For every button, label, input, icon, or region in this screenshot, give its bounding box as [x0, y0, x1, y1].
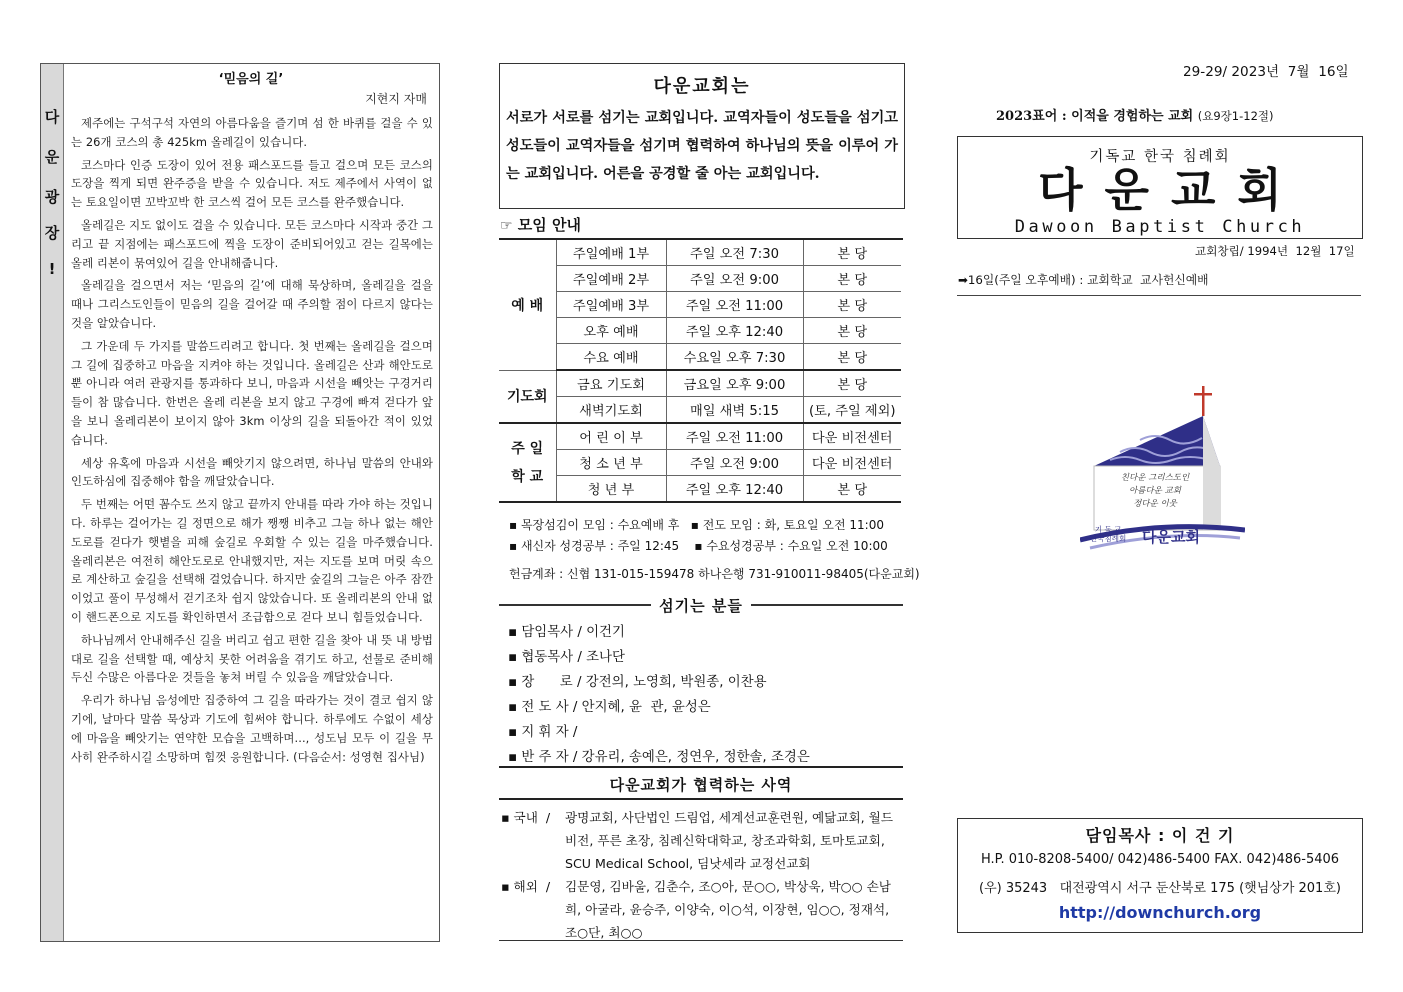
divider — [499, 940, 903, 941]
church-title-box — [957, 136, 1363, 239]
table-row — [499, 318, 901, 344]
motto-reference: (요9장1-12절) — [1197, 109, 1274, 123]
schedule-name: 청 소 년 부 — [556, 450, 666, 476]
essay-paragraph: 올레길은 지도 없이도 걸을 수 있습니다. 모든 코스마다 시작과 중간 그리고 끝 지점에는 패스포드에 찍을 도장이 준비되어있고 걷는 길목에는 올레 리본이 묶여있어 길을 안내해줍니다. — [71, 217, 433, 270]
schedule-name: 수요 예배 — [556, 344, 666, 371]
list-item — [501, 806, 903, 875]
phone-fax: H.P. 010-8208-5400/ 042)486-5400 FAX. 042)486-5406 — [980, 852, 1340, 867]
church-intro-box — [499, 63, 905, 209]
table-row — [499, 370, 901, 397]
offering-account: 헌금계좌 : 신협 131-015-159478 하나은행 731-910011-98405(다운교회) — [509, 567, 920, 581]
essay-paragraph: 세상 유혹에 마음과 시선을 빼앗기지 않으려면, 하나님 말씀의 안내와 인도하심에 집중해야 함을 깨달았습니다. — [71, 455, 433, 489]
pastor-contact-box — [957, 818, 1363, 933]
schedule-place: 본 당 — [803, 292, 901, 318]
side-label-char: 다 — [44, 108, 60, 126]
schedule-name: 주일예배 3부 — [556, 292, 666, 318]
schedule-time: 수요일 오후 7:30 — [666, 344, 803, 371]
schedule-time: 매일 새벽 5:15 — [666, 397, 803, 424]
meeting-notes — [509, 515, 888, 557]
list-item: ▪ 반 주 자 / 강유리, 송예은, 정연우, 정한솔, 조경은 — [508, 750, 810, 765]
essay-panel — [40, 63, 440, 942]
church-name: 다운교회 — [1038, 163, 1304, 217]
news-item: ➡16일(주일 오후예배) : 교회학교 교사헌신예배 — [958, 273, 1209, 287]
church-name-english: Dawoon Baptist Church — [1014, 217, 1306, 237]
ministry-text: 김문영, 김바울, 김춘수, 조○아, 문○○, 박상욱, 박○○ 손남희, 아굴라, 윤승주, 이양숙, 이○석, 이장현, 임○○, 정재석, 조○단, 최○○ — [565, 879, 891, 940]
schedule-place: 본 당 — [803, 318, 901, 344]
slogan-line: 아름다운 교회 — [1129, 486, 1181, 496]
side-strip — [41, 64, 64, 941]
schedule-time: 주일 오후 12:40 — [666, 318, 803, 344]
address: (우) 35243 대전광역시 서구 둔산북로 175 (햇님상가 201호) — [979, 881, 1341, 896]
schedule-name: 오후 예배 — [556, 318, 666, 344]
meeting-header — [500, 214, 581, 235]
servants-header — [499, 595, 903, 615]
logo-slogan — [1096, 472, 1214, 511]
list-item: ▪ 전 도 사 / 안지혜, 윤 관, 윤성은 — [508, 700, 711, 715]
schedule-time: 주일 오전 11:00 — [666, 423, 803, 450]
schedule-category: 주 일 학 교 — [499, 423, 556, 502]
essay-author: 지현지 자매 — [365, 92, 427, 106]
note-line: ▪ 새신자 성경공부 : 주일 12:45 ▪ 수요성경공부 : 수요일 오전 10:00 — [509, 539, 888, 553]
issue-date: 29-29/ 2023년 7월 16일 — [1183, 64, 1349, 80]
divider — [499, 798, 903, 800]
essay-title: ‘믿음의 길’ — [218, 72, 284, 87]
table-row — [499, 397, 901, 424]
table-row — [499, 240, 901, 266]
table-row — [499, 344, 901, 371]
meeting-header-label: 모임 안내 — [517, 216, 581, 234]
side-label-char: 운 — [44, 148, 60, 166]
schedule-place: 다운 비전센터 — [803, 423, 901, 450]
essay-paragraph: 두 번째는 어떤 꼼수도 쓰지 않고 끝까지 안내를 따라 가야 하는 것입니다. 하루는 걸어가는 길 정면으로 해가 쨍쨍 비추고 그늘 하나 없는 해안도로를 걷다가 햇볕을 피해 숲길로 우회할 수 있는 길을 마주했습니다. 올레리본은 여전히 해안도로로 안내했지만, 저는 지도를 보며 머릿 속으로 계산하고 숲길을 선택해 걸었습니다. 하지만 숲길의 그늘은 아주 잠깐이었고 풀이 무성해서 걷기조차 쉽지 않았습니다. 또 올레리본의 안내 없이 핸드폰으로 지도를 확인하면서 조급함으로 걷다 보니 힘들었습니다. — [71, 497, 433, 624]
ministry-text: 광명교회, 사단법인 드림업, 세계선교훈련원, 예닮교회, 월드비전, 푸른 초장, 침례신학대학교, 창조과학회, 토마토교회, SCU Medical School, 딤낫세라 교정선교회 — [565, 810, 894, 871]
note-line: ▪ 목장섬김이 모임 : 수요예배 후 ▪ 전도 모임 : 화, 토요일 오전 11:00 — [509, 518, 884, 532]
list-item: ▪ 담임목사 / 이건기 — [508, 625, 625, 640]
logo-denom-line: 한국침례회 — [1090, 534, 1127, 543]
servants-title: 섬기는 분들 — [651, 597, 751, 615]
schedule-place: (토, 주일 제외) — [803, 397, 901, 424]
schedule-time: 주일 오전 9:00 — [666, 266, 803, 292]
pastor-title: 담임목사 : 이 건 기 — [1085, 826, 1235, 845]
list-item: ▪ 장 로 / 강전의, 노영희, 박원종, 이찬용 — [508, 675, 767, 690]
founded-date: 교회창립/ 1994년 12월 17일 — [1195, 244, 1355, 258]
essay-paragraph: 그 가운데 두 가지를 말씀드리려고 합니다. 첫 번째는 올레길을 걸으며 그 길에 집중하고 마음을 지켜야 하는 것입니다. 올레길은 산과 해안도로뿐 아니라 여러 관광지를 통과하다 보니, 마음과 시선을 빼앗는 구경거리들이 참 많습니다. 한번은 올레 리본을 보지 않고 구경에 빠져 걷다가 앞을 보니 올레리본이 보이지 않아 3km 이상의 길을 되돌아간 적이 있었습니다. — [71, 338, 433, 447]
divider — [957, 295, 1361, 296]
table-row — [499, 450, 901, 476]
logo-denomination — [1090, 525, 1126, 543]
ministry-list — [501, 806, 903, 944]
intro-text: 서로가 서로를 섬기는 교회입니다. 교역자들이 성도들을 섬기고 성도들이 교역자들을 섬기며 협력하여 하나님의 뜻을 이루어 가는 교회입니다. 어른을 공경할 줄 아는 교회입니다. — [506, 110, 898, 182]
table-row — [499, 292, 901, 318]
schedule-name: 청 년 부 — [556, 476, 666, 503]
motto-text: 2023표어 : 이적을 경험하는 교회 — [996, 109, 1194, 124]
schedule-name: 주일예배 1부 — [556, 240, 666, 266]
website-link[interactable]: http://downchurch.org — [1058, 903, 1262, 922]
slogan-line: 정다운 이웃 — [1133, 499, 1177, 509]
schedule-place: 본 당 — [803, 266, 901, 292]
schedule-place: 본 당 — [803, 370, 901, 397]
schedule-time: 금요일 오후 9:00 — [666, 370, 803, 397]
year-motto — [996, 105, 1273, 124]
schedule-name: 새벽기도회 — [556, 397, 666, 424]
schedule-place: 다운 비전센터 — [803, 450, 901, 476]
ministry-label: ▪ 국내 / — [501, 810, 551, 825]
schedule-category: 예 배 — [499, 240, 556, 370]
ministry-title: 다운교회가 협력하는 사역 — [609, 776, 793, 794]
pointing-hand-icon: ☞ — [500, 218, 513, 234]
slogan-line: 친다운 그리스도인 — [1120, 473, 1190, 483]
essay-paragraph: 코스마다 인증 도장이 있어 전용 패스포드를 들고 걸으며 모든 코스의 도장을 찍게 되면 완주증을 받을 수 있습니다. 저도 제주에서 사역이 없는 토요일이면 꼬박꼬박 한 코스씩 걸어 모든 코스를 완주했습니다. — [71, 157, 433, 210]
table-row — [499, 266, 901, 292]
essay-paragraph: 하나님께서 안내해주신 길을 버리고 쉽고 편한 길을 찾아 내 뜻 내 방법대로 길을 선택할 때, 예상치 못한 어려움을 겪기도 하고, 선물로 준비해두신 수많은 아름다운 것들을 놓쳐 버릴 수 있음을 깨달았습니다. — [71, 632, 433, 685]
schedule-name: 금요 기도회 — [556, 370, 666, 397]
list-item — [501, 875, 903, 944]
essay-paragraph: 우리가 하나님 음성에만 집중하여 그 길을 따라가는 것이 결코 쉽지 않기에, 날마다 말씀 묵상과 기도에 힘써야 합니다. 하루에도 수없이 세상에 마음을 빼앗기는 연약한 모습을 고백하며..., 성도님 모두 이 길을 무사히 완주하시길 소망하며 힘껏 응원합니다. (다음순서: 성영현 집사님) — [71, 693, 433, 764]
schedule-place: 본 당 — [803, 240, 901, 266]
schedule-time: 주일 오전 7:30 — [666, 240, 803, 266]
ministry-label: ▪ 해외 / — [501, 879, 551, 894]
list-item: ▪ 협동목사 / 조나단 — [508, 650, 625, 665]
schedule-name: 어 린 이 부 — [556, 423, 666, 450]
schedule-category: 기도회 — [499, 370, 556, 423]
side-label-char: ! — [48, 260, 56, 278]
divider — [499, 766, 903, 768]
schedule-place: 본 당 — [803, 344, 901, 371]
logo-denom-line: 기 독 교 — [1094, 525, 1122, 534]
schedule-time: 주일 오전 9:00 — [666, 450, 803, 476]
church-building-logo — [1080, 380, 1245, 560]
denomination: 기독교 한국 침례회 — [1089, 149, 1231, 165]
logo-church-name: 다운교회 — [1142, 528, 1200, 546]
essay-body — [71, 114, 433, 770]
side-label-char: 장 — [44, 224, 60, 242]
side-label-char: 광 — [44, 188, 60, 206]
schedule-place: 본 당 — [803, 476, 901, 503]
list-item: ▪ 지 휘 자 / — [508, 725, 578, 740]
schedule-time: 주일 오전 11:00 — [666, 292, 803, 318]
cross-icon — [1202, 386, 1205, 416]
essay-paragraph: 제주에는 구석구석 자연의 아름다움을 즐기며 섬 한 바퀴를 걸을 수 있는 26개 코스의 총 425km 올레길이 있습니다. — [71, 116, 433, 149]
intro-title: 다운교회는 — [653, 76, 751, 97]
essay-paragraph: 올레길을 걸으면서 저는 ‘믿음의 길’에 대해 묵상하며, 올레길을 걸을 때나 그리스도인들이 믿음의 길을 걸어갈 때 주의할 점이 다르지 않다는 것을 알았습니다. — [71, 278, 433, 330]
servants-list — [508, 620, 810, 770]
meeting-schedule-table — [499, 240, 901, 503]
schedule-time: 주일 오후 12:40 — [666, 476, 803, 503]
table-row — [499, 476, 901, 503]
table-row — [499, 423, 901, 450]
schedule-name: 주일예배 2부 — [556, 266, 666, 292]
